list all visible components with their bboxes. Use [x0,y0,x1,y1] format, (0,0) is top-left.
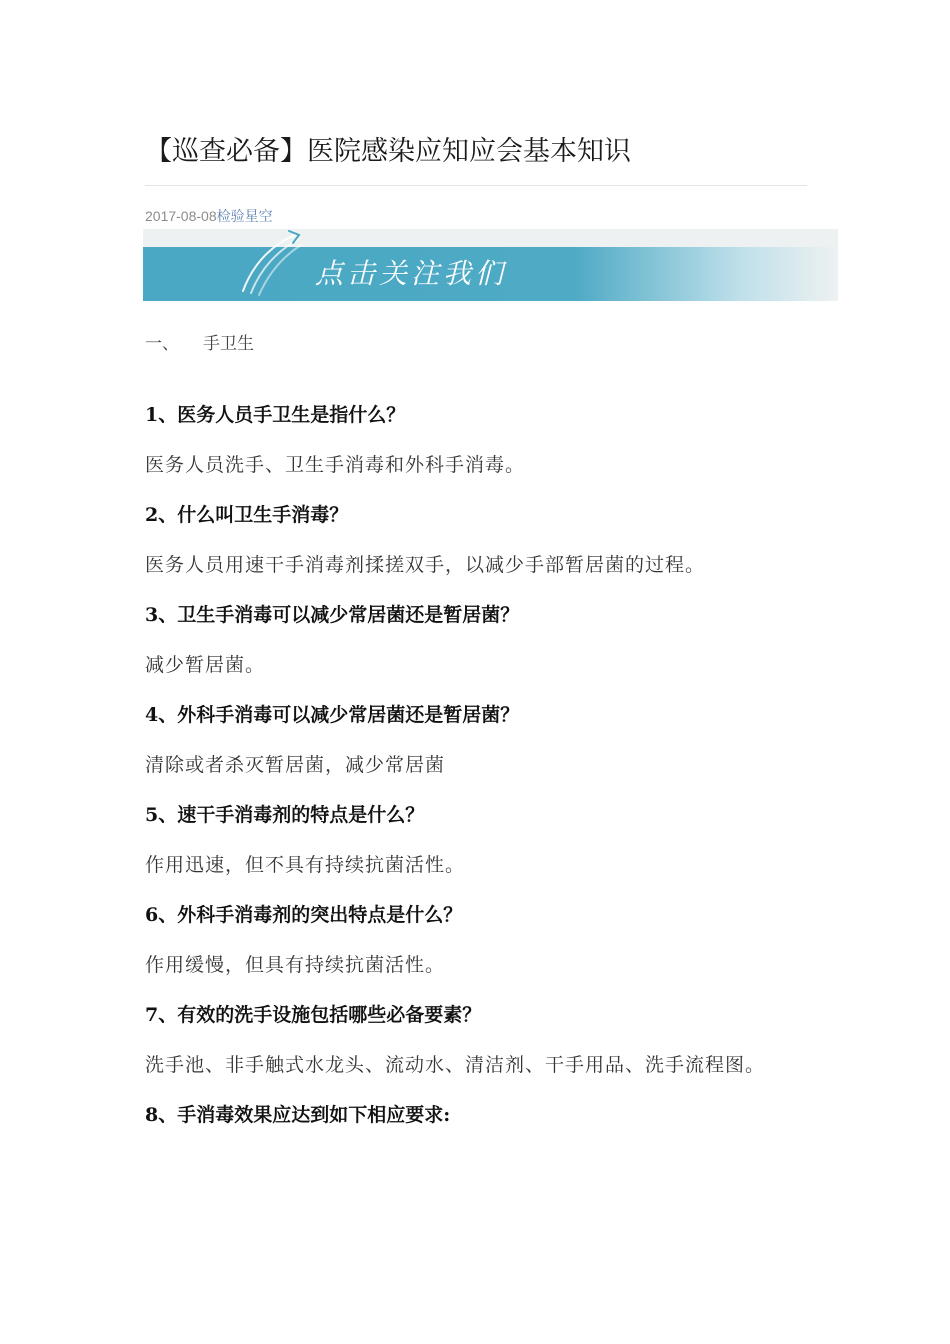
follow-banner-text: 点击关注我们 [315,257,508,290]
article-title: 【巡查必备】医院感染应知应会基本知识 [145,136,631,167]
question-6: 6、外科手消毒剂的突出特点是什么？ [145,904,463,926]
qa-list [145,390,810,1140]
title-divider [145,185,807,186]
author-link[interactable]: 检验星空 [216,208,273,224]
question-3: 3、卫生手消毒可以减少常居菌还是暂居菌？ [145,604,520,626]
question-4: 4、外科手消毒可以减少常居菌还是暂居菌？ [145,704,520,726]
answer-5: 作用迅速，但不具有持续抗菌活性。 [145,854,466,876]
section-number: 一、 [145,334,179,354]
answer-1: 医务人员洗手、卫生手消毒和外科手消毒。 [145,454,526,476]
section-heading [145,331,254,357]
answer-4: 清除或者杀灭暂居菌，减少常居菌 [145,754,446,776]
article-meta [145,205,273,227]
follow-banner[interactable] [143,229,838,301]
publish-date: 2017-08-08 [145,208,217,224]
section-title: 手卫生 [203,334,254,354]
question-1: 1、医务人员手卫生是指什么？ [145,404,406,426]
answer-3: 减少暂居菌。 [145,654,266,676]
question-7: 7、有效的洗手设施包括哪些必备要素？ [145,1004,482,1026]
answer-2: 医务人员用速干手消毒剂揉搓双手，以减少手部暂居菌的过程。 [145,554,706,576]
question-8: 8、手消毒效果应达到如下相应要求: [145,1104,451,1126]
question-2: 2、什么叫卫生手消毒？ [145,504,349,526]
answer-7: 洗手池、非手触式水龙头、流动水、清洁剂、干手用品、洗手流程图。 [145,1054,766,1076]
question-5: 5、速干手消毒剂的特点是什么？ [145,804,425,826]
answer-6: 作用缓慢，但具有持续抗菌活性。 [145,954,446,976]
